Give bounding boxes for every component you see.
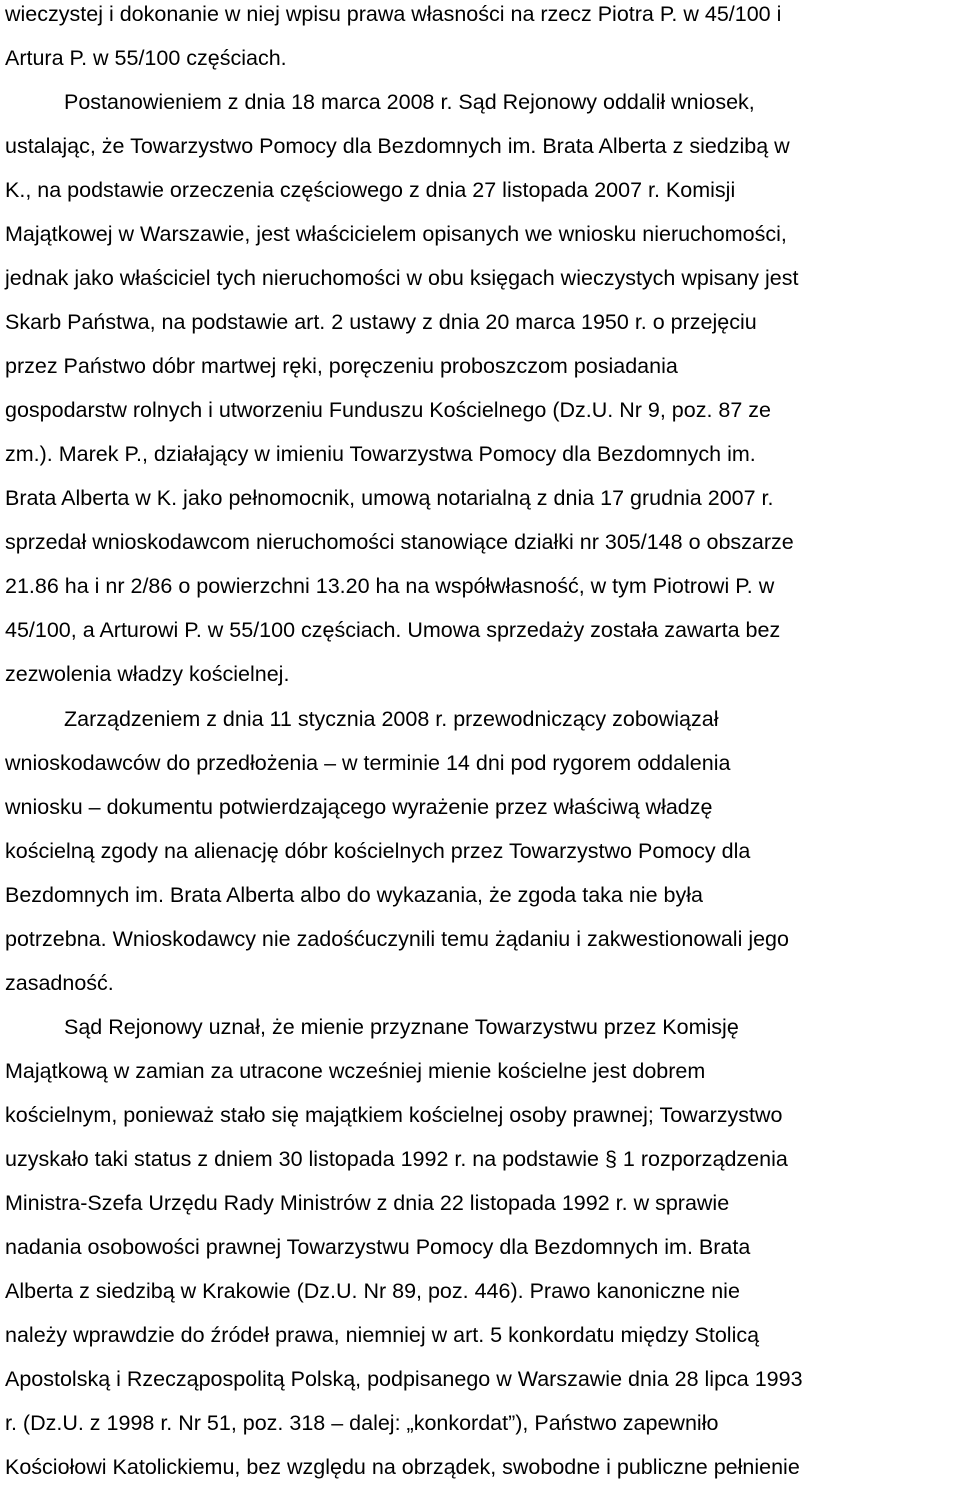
text-line: Postanowieniem z dnia 18 marca 2008 r. Sąd Rejonowy oddalił wniosek, — [64, 90, 755, 114]
text-line: kościelnym, ponieważ stało się majątkiem kościelnej osoby prawnej; Towarzystwo — [5, 1103, 783, 1127]
text-line: Majątkową w zamian za utracone wcześniej mienie kościelne jest dobrem — [5, 1059, 706, 1083]
text-line: zasadność. — [5, 971, 114, 995]
text-line: Ministra-Szefa Urzędu Rady Ministrów z dnia 22 listopada 1992 r. w sprawie — [5, 1191, 730, 1215]
text-line: 21.86 ha i nr 2/86 o powierzchni 13.20 ha na współwłasność, w tym Piotrowi P. w — [5, 574, 775, 598]
text-line: kościelną zgody na alienację dóbr kościelnych przez Towarzystwo Pomocy dla — [5, 839, 751, 863]
text-line: nadania osobowości prawnej Towarzystwu Pomocy dla Bezdomnych im. Brata — [5, 1235, 751, 1259]
text-line: Apostolską i Rzecząpospolitą Polską, podpisanego w Warszawie dnia 28 lipca 1993 — [5, 1367, 803, 1391]
text-line: Sąd Rejonowy uznał, że mienie przyznane Towarzystwu przez Komisję — [64, 1015, 739, 1039]
text-line: jednak jako właściciel tych nieruchomości w obu księgach wieczystych wpisany jest — [5, 266, 799, 290]
text-line: ustalając, że Towarzystwo Pomocy dla Bezdomnych im. Brata Alberta z siedzibą w — [5, 134, 790, 158]
text-line: Skarb Państwa, na podstawie art. 2 ustawy z dnia 20 marca 1950 r. o przejęciu — [5, 310, 757, 334]
text-line: potrzebna. Wnioskodawcy nie zadośćuczynili temu żądaniu i zakwestionowali jego — [5, 927, 789, 951]
text-line: sprzedał wnioskodawcom nieruchomości stanowiące działki nr 305/148 o obszarze — [5, 530, 794, 554]
text-line: r. (Dz.U. z 1998 r. Nr 51, poz. 318 – dalej: „konkordat”), Państwo zapewniło — [5, 1411, 719, 1435]
text-line: zezwolenia władzy kościelnej. — [5, 662, 290, 686]
text-line: Zarządzeniem z dnia 11 stycznia 2008 r. przewodniczący zobowiązał — [64, 707, 719, 731]
text-line: wniosku – dokumentu potwierdzającego wyrażenie przez właściwą władzę — [5, 795, 713, 819]
text-line: 45/100, a Arturowi P. w 55/100 częściach. Umowa sprzedaży została zawarta bez — [5, 618, 781, 642]
text-line: zm.). Marek P., działający w imieniu Towarzystwa Pomocy dla Bezdomnych im. — [5, 442, 756, 466]
text-line: uzyskało taki status z dniem 30 listopada 1992 r. na podstawie § 1 rozporządzenia — [5, 1147, 788, 1171]
text-line: gospodarstw rolnych i utworzeniu Funduszu Kościelnego (Dz.U. Nr 9, poz. 87 ze — [5, 398, 772, 422]
text-line: wnioskodawców do przedłożenia – w terminie 14 dni pod rygorem oddalenia — [5, 751, 731, 775]
text-line: Brata Alberta w K. jako pełnomocnik, umową notarialną z dnia 17 grudnia 2007 r. — [5, 486, 774, 510]
text-line: K., na podstawie orzeczenia częściowego z dnia 27 listopada 2007 r. Komisji — [5, 178, 736, 202]
text-line: należy wprawdzie do źródeł prawa, niemniej w art. 5 konkordatu między Stolicą — [5, 1323, 760, 1347]
text-line: wieczystej i dokonanie w niej wpisu prawa własności na rzecz Piotra P. w 45/100 i — [5, 2, 782, 26]
text-line: przez Państwo dóbr martwej ręki, poręczeniu proboszczom posiadania — [5, 354, 678, 378]
text-line: Kościołowi Katolickiemu, bez względu na obrządek, swobodne i publiczne pełnienie — [5, 1455, 800, 1479]
text-line: Alberta z siedzibą w Krakowie (Dz.U. Nr 89, poz. 446). Prawo kanoniczne nie — [5, 1279, 740, 1303]
text-line: Majątkowej w Warszawie, jest właścicielem opisanych we wniosku nieruchomości, — [5, 222, 787, 246]
text-line: Bezdomnych im. Brata Alberta albo do wykazania, że zgoda taka nie była — [5, 883, 703, 907]
text-line: Artura P. w 55/100 częściach. — [5, 46, 287, 70]
